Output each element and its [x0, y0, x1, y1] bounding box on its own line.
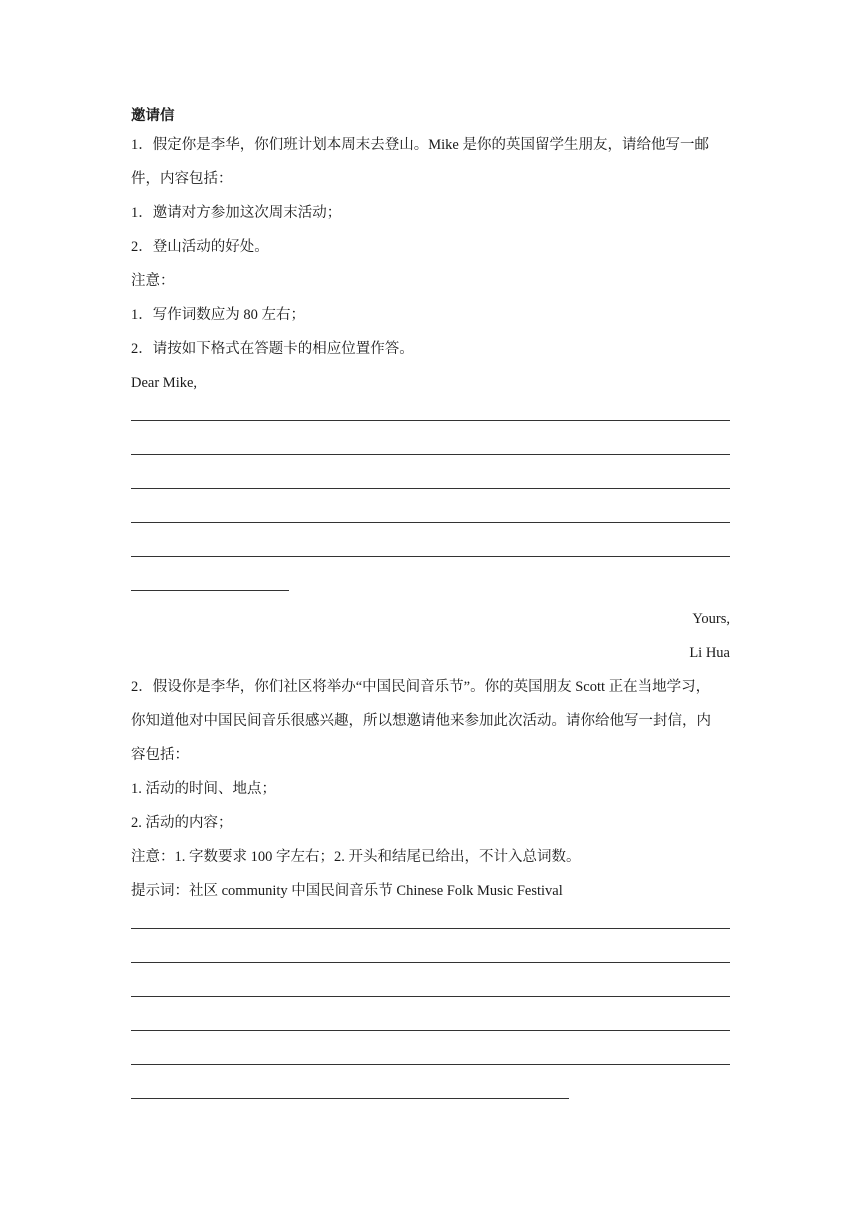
answer-line[interactable] — [131, 962, 730, 963]
answer-line[interactable] — [131, 522, 730, 523]
task1-intro-line2: 件，内容包括： — [131, 171, 233, 187]
task2-intro-line3: 容包括： — [131, 747, 189, 763]
answer-line[interactable] — [131, 1030, 730, 1031]
task1-note-label: 注意： — [131, 273, 175, 289]
answer-line[interactable] — [131, 996, 730, 997]
answer-line-short[interactable] — [131, 590, 289, 591]
task2-point1: 1. 活动的时间、地点； — [131, 781, 276, 797]
task1-salutation: Dear Mike, — [131, 375, 198, 391]
answer-line[interactable] — [131, 928, 730, 929]
task1-note1: 1．写作词数应为 80 左右； — [131, 307, 305, 323]
task2-hint: 提示词：社区 community 中国民间音乐节 Chinese Folk Music Festival — [131, 883, 563, 899]
task1-note2: 2．请按如下格式在答题卡的相应位置作答。 — [131, 341, 414, 357]
task2-intro-line1: 2．假设你是李华，你们社区将举办“中国民间音乐节”。你的英国朋友 Scott 正在当地学习， — [131, 679, 711, 695]
task2-note: 注意：1. 字数要求 100 字左右；2. 开头和结尾已给出，不计入总词数。 — [131, 849, 581, 865]
document-title: 邀请信 — [131, 108, 175, 124]
task1-point1: 1．邀请对方参加这次周末活动； — [131, 205, 342, 221]
answer-line[interactable] — [131, 488, 730, 489]
task1-signature: Li Hua — [689, 645, 730, 661]
task2-intro-line2: 你知道他对中国民间音乐很感兴趣，所以想邀请他来参加此次活动。请你给他写一封信，内 — [131, 713, 711, 729]
task1-point2: 2．登山活动的好处。 — [131, 239, 269, 255]
task1-intro-line1: 1．假定你是李华，你们班计划本周末去登山。Mike 是你的英国留学生朋友，请给他写一邮 — [131, 137, 709, 153]
answer-line[interactable] — [131, 454, 730, 455]
answer-line[interactable] — [131, 1064, 730, 1065]
answer-line-short[interactable] — [131, 1098, 569, 1099]
task1-closing: Yours, — [692, 611, 730, 627]
answer-line[interactable] — [131, 420, 730, 421]
task2-point2: 2. 活动的内容； — [131, 815, 233, 831]
answer-line[interactable] — [131, 556, 730, 557]
